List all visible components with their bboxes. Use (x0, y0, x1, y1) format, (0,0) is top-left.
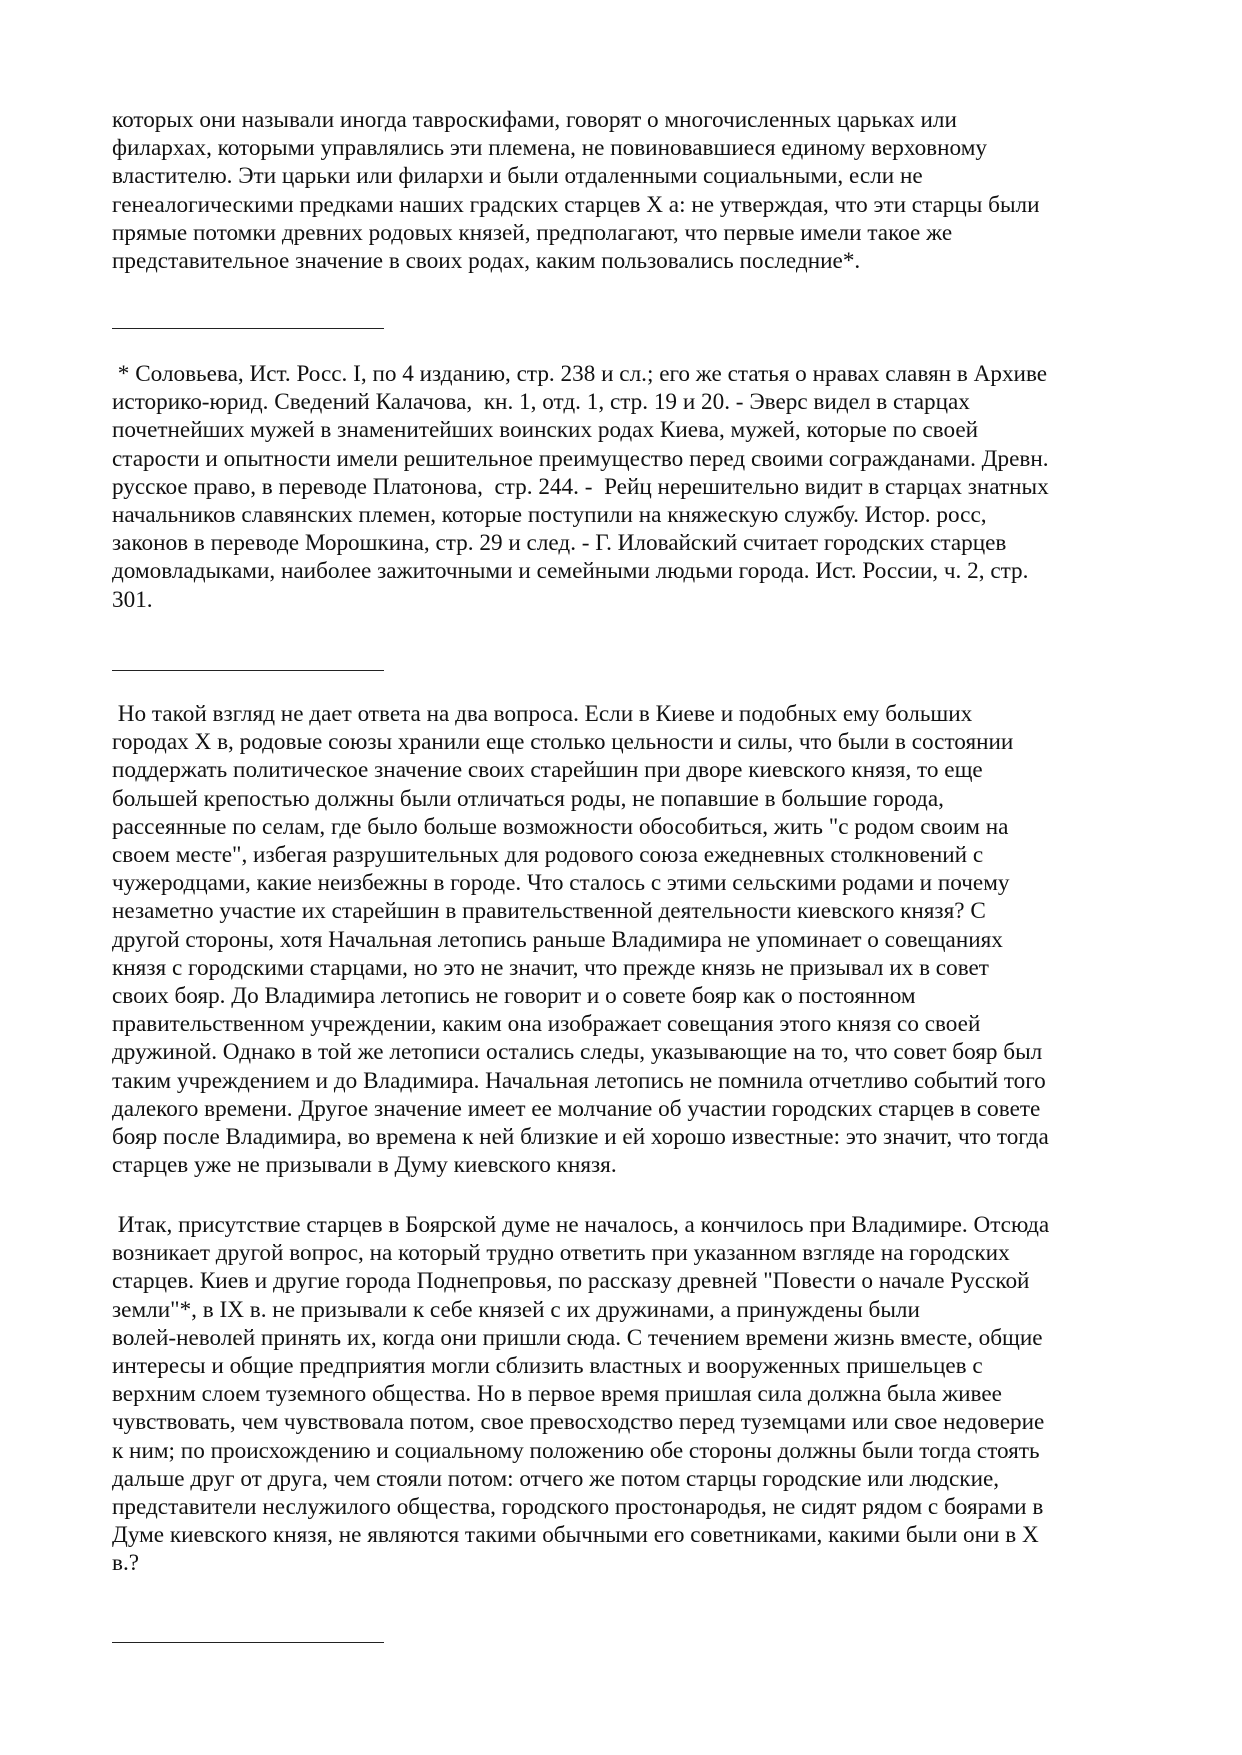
footnote (112, 360, 1142, 614)
text-line: к ним; по происхождению и социальному положению обе стороны должны были тогда стоять (112, 1437, 1040, 1464)
text-line: возникает другой вопрос, на который трудно ответить при указанном взгляде на городских (112, 1240, 1010, 1267)
text-line: большей крепостью должны были отличаться роды, не попавшие в большие города, (112, 785, 944, 812)
paragraph-3 (112, 1211, 1142, 1578)
text-line: другой стороны, хотя Начальная летопись раньше Владимира не упоминает о совещаниях (112, 926, 1003, 953)
footnote-separator (112, 670, 384, 671)
text-line: законов в переводе Морошкина, стр. 29 и след. - Г. Иловайский считает городских старцев (112, 530, 1007, 557)
text-line: волей-неволей принять их, когда они пришли сюда. С течением времени жизнь вместе, общие (112, 1324, 1043, 1351)
text-line: * Соловьева, Ист. Росс. I, по 4 изданию, стр. 238 и сл.; его же статья о нравах славян в Архиве (112, 361, 1048, 387)
text-line: филархах, которыми управлялись эти племена, не повиновавшиеся единому верховному (112, 135, 987, 162)
text-line: почетнейших мужей в знаменитейших воинских родах Киева, мужей, которые по своей (112, 417, 979, 444)
paragraph-1 (112, 106, 1142, 275)
text-line: русское право, в переводе Платонова, стр. 244. - Рейц нерешительно видит в старцах знатных (112, 473, 1049, 500)
text-line: генеалогическими предками наших градских старцев X а: не утверждая, что эти старцы были (112, 191, 1040, 218)
text-line: чужеродцами, какие неизбежны в городе. Что сталось с этими сельскими родами и почему (112, 870, 1010, 897)
footnote-separator (112, 1642, 384, 1643)
text-line: в.? (112, 1550, 140, 1577)
text-line: властителю. Эти царьки или филархи и были отдаленными социальными, если не (112, 163, 923, 190)
text-line: верхним слоем туземного общества. Но в первое время пришлая сила должна была живее (112, 1381, 1002, 1408)
text-line: поддержать политическое значение своих старейшин при дворе киевского князя, то еще (112, 757, 983, 784)
text-line: которых они называли иногда тавроскифами, говорят о многочисленных царьках или (112, 107, 957, 133)
text-line: Думе киевского князя, не являются такими обычными его советниками, какими были они в X (112, 1522, 1039, 1549)
text-line: старости и опытности имели решительное преимущество перед своими согражданами. Древн. (112, 445, 1049, 472)
text-line: чувствовать, чем чувствовала потом, свое превосходство перед туземцами или свое недоверие (112, 1409, 1045, 1436)
text-line: дальше друг от друга, чем стояли потом: отчего же потом старцы городские или людские, (112, 1465, 1000, 1492)
text-line: своем месте", избегая разрушительных для родового союза ежедневных столкновений с (112, 842, 984, 869)
text-line: представительное значение в своих родах, каким пользовались последние*. (112, 248, 861, 275)
footnote-separator (112, 328, 384, 329)
text-line: старцев уже не призывали в Думу киевского князя. (112, 1152, 617, 1179)
text-line: незаметно участие их старейшин в правительственной деятельности киевского князя? С (112, 898, 986, 925)
text-line: князя с городскими старцами, но это не значит, что прежде князь не призывал их в совет (112, 954, 989, 981)
text-line: правительственном учреждении, каким она изображает совещания этого князя со своей (112, 1011, 981, 1038)
text-line: прямые потомки древних родовых князей, предполагают, что первые имели такое же (112, 219, 953, 246)
text-line: историко-юрид. Сведений Калачова, кн. 1, отд. 1, стр. 19 и 20. - Эверс видел в старцах (112, 389, 970, 416)
text-line: дружиной. Однако в той же летописи остались следы, указывающие на то, что совет бояр был (112, 1039, 1043, 1066)
text-line: таким учреждением и до Владимира. Начальная летопись не помнила отчетливо событий того (112, 1067, 1046, 1094)
text-line: домовладыками, наиболее зажиточными и семейными людьми города. Ист. России, ч. 2, стр. (112, 558, 1029, 585)
text-line: земли"*, в IX в. не призывали к себе князей с их дружинами, а принуждены были (112, 1296, 920, 1323)
text-line: городах X в, родовые союзы хранили еще столько цельности и силы, что были в состоянии (112, 729, 1014, 756)
paragraph-2 (112, 700, 1142, 1179)
text-line: далекого времени. Другое значение имеет ее молчание об участии городских старцев в совете (112, 1095, 1041, 1122)
text-line: Но такой взгляд не дает ответа на два вопроса. Если в Киеве и подобных ему больших (112, 701, 973, 727)
text-line: рассеянные по селам, где было больше возможности обособиться, жить "с родом своим на (112, 813, 1009, 840)
text-line: 301. (112, 586, 153, 613)
text-line: бояр после Владимира, во времена к ней близкие и ей хорошо известные: это значит, что тогда (112, 1124, 1049, 1151)
text-line: старцев. Киев и другие города Поднепровья, по рассказу древней "Повести о начале Русской (112, 1268, 1030, 1295)
text-line: своих бояр. До Владимира летопись не говорит и о совете бояр как о постоянном (112, 983, 916, 1010)
text-line: интересы и общие предприятия могли сблизить властных и вооруженных пришельцев с (112, 1353, 983, 1380)
text-line: начальников славянских племен, которые поступили на княжескую службу. Истор. росс, (112, 502, 987, 529)
text-line: Итак, присутствие старцев в Боярской думе не началось, а кончилось при Владимире. Отсюда (112, 1212, 1050, 1238)
text-line: представители неслужилого общества, городского простонародья, не сидят рядом с боярами в (112, 1494, 1044, 1521)
